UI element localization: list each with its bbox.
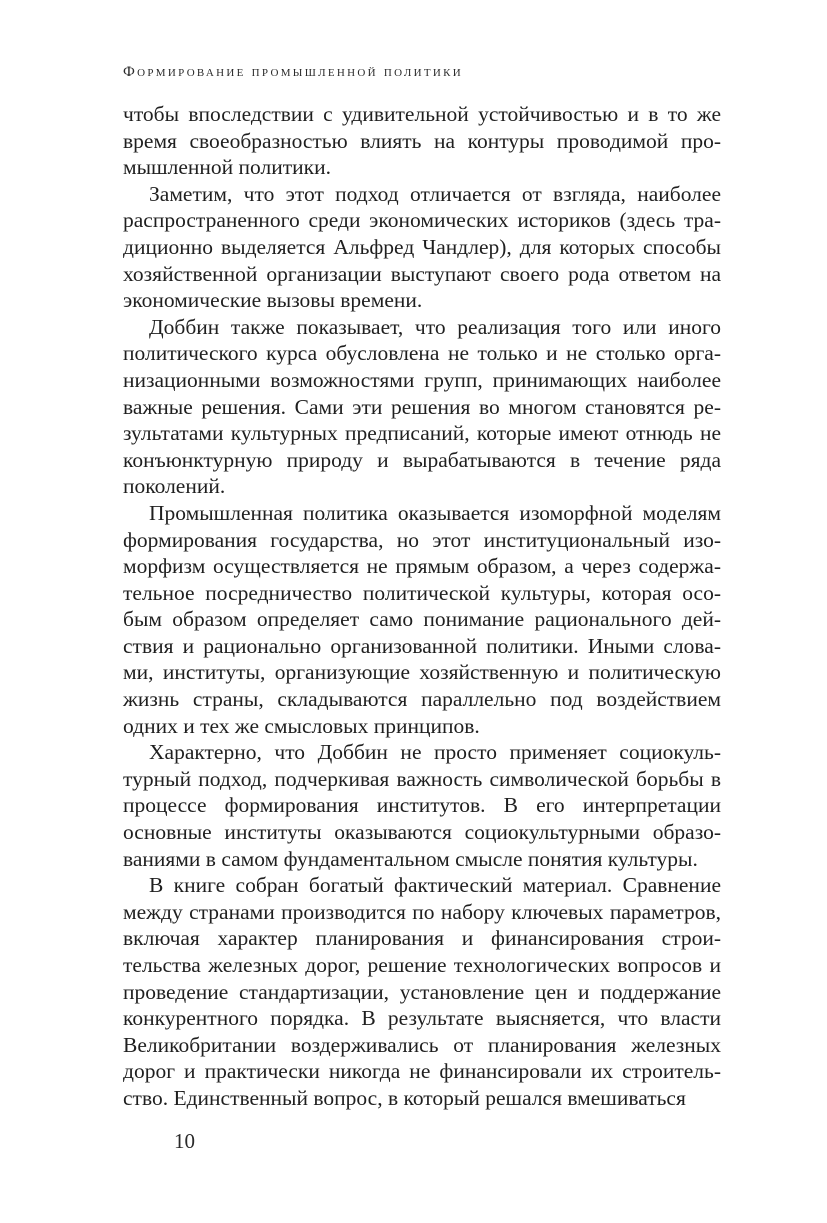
paragraph: чтобы впоследствии с удивительной устойчивостью и в то же время своеобразностью влиять на контуры проводимой промышленной политики. bbox=[123, 102, 721, 180]
running-head: Формирование промышленной политики bbox=[123, 64, 463, 80]
paragraph: Заметим, что этот подход отличается от взгляда, наиболее распространенного среди экономических историков (здесь традиционно выделяется Альфред Чандлер), для которых способы хозяйственной организации выступают своего рода ответом на экономические вызовы времени. bbox=[123, 181, 721, 313]
paragraph: Доббин также показывает, что реализация того или иного политического курса обусловлена не только и не столько организационными возможностями групп, принимающих наиболее важные решения. Сами эти решения во многом становятся результатами культурных предписаний, которые имеют отнюдь не конъюнктурную природу и вырабатываются в течение ряда поколений. bbox=[123, 314, 721, 499]
paragraph: Характерно, что Доббин не просто применяет социокультурный подход, подчеркивая важность символической борьбы в процессе формирования институтов. В его интерпретации основные институты оказываются социокультурными образованиями в самом фундаментальном смысле понятия культуры. bbox=[123, 740, 721, 871]
paragraph: В книге собран богатый фактический материал. Сравнение между странами производится по набору ключевых параметров, включая характер планирования и финансирования строительства железных дорог, решение технологических вопросов и проведение стандартизации, установление цен и поддержание конкурентного порядка. В результате выясняется, что власти Великобритании воздерживались от планирования железных дорог и практически никогда не финансировали их строительство. Единственный вопрос, в который решался вмешиваться bbox=[123, 873, 721, 1110]
paragraph: Промышленная политика оказывается изоморфной моделям формирования государства, но этот институциональный изоморфизм осуществляется не прямым образом, а через содержательное посредничество политической культуры, которая особым образом определяет само понимание рационального действия и рационально организованной политики. Иными словами, институты, организующие хозяйственную и политическую жизнь страны, складываются параллельно под воздействием одних и тех же смысловых принципов. bbox=[123, 500, 721, 738]
page-number: 10 bbox=[174, 1129, 195, 1153]
body-text bbox=[123, 101, 721, 1112]
